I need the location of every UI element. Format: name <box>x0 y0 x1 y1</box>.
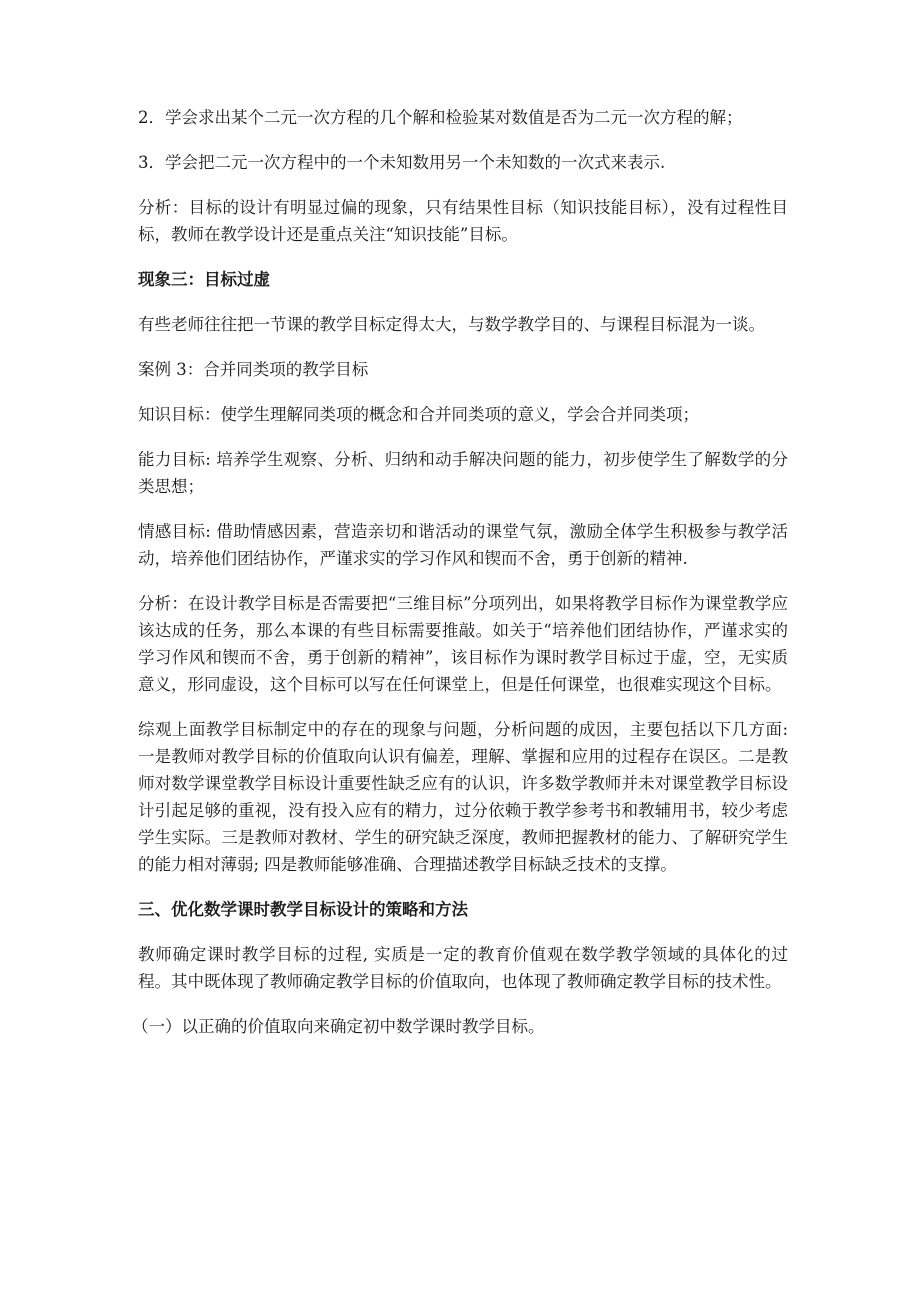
document-body <box>132 104 788 1058</box>
paragraph-analysis-1: 分析：目标的设计有明显过偏的现象，只有结果性目标（知识技能目标），没有过程性目标，教师在教学设计还是重点关注“知识技能”目标。 <box>138 198 788 244</box>
paragraph-subsection-1: （一）以正确的价值取向来确定初中数学课时教学目标。 <box>132 1017 545 1036</box>
paragraph-knowledge-goal: 知识目标：使学生理解同类项的概念和合并同类项的意义，学会合并同类项； <box>138 405 699 424</box>
paragraph-ability-goal: 能力目标: 培养学生观察、分析、归纳和动手解决问题的能力，初步使学生了解数学的分类思想； <box>138 450 788 496</box>
heading-section-3: 三、优化数学课时教学目标设计的策略和方法 <box>138 900 468 919</box>
paragraph-analysis-2: 分析：在设计教学目标是否需要把“三维目标”分项列出，如果将教学目标作为课堂教学应该达成的任务，那么本课的有些目标需要推敲。如关于“培养他们团结协作，严谨求实的学习作风和锲而不舍，勇于创新的精神”，该目标作为课时教学目标过于虚，空，无实质意义，形同虚设，这个目标可以写在任何课堂上，但是任何课堂，也很难实现这个目标。 <box>138 594 788 694</box>
paragraph-section-3-intro: 教师确定课时教学目标的过程, 实质是一定的教育价值观在数学教学领域的具体化的过程。其中既体现了教师确定教学目标的价值取向，也体现了教师确定教学目标的技术性。 <box>138 945 788 991</box>
paragraph-goal-2: 2．学会求出某个二元一次方程的几个解和检验某对数值是否为二元一次方程的解； <box>138 108 743 127</box>
paragraph-summary: 综观上面教学目标制定中的存在的现象与问题，分析问题的成因，主要包括以下几方面: 一是教师对教学目标的价值取向认识有偏差，理解、掌握和应用的过程存在误区。二是教师对数学课堂教学目标设计重要性缺乏应有的认识，许多数学教师并未对课堂教学目标设计引起足够的重视，没有投入应有的精力，过分依赖于教学参考书和教辅用书，较少考虑学生实际。三是教师对教材、学生的研究缺乏深度，教师把握教材的能力、了解研究学生的能力相对薄弱; 四是教师能够准确、合理描述教学目标缺乏技术的支撑。 <box>138 720 788 874</box>
heading-phenomenon-3: 现象三：目标过虚 <box>138 270 270 289</box>
paragraph-emotion-goal: 情感目标: 借助情感因素，营造亲切和谐活动的课堂气氛，激励全体学生积极参与教学活动，培养他们团结协作，严谨求实的学习作风和锲而不舍，勇于创新的精神. <box>138 522 788 568</box>
paragraph-case-3: 案例 3：合并同类项的教学目标 <box>138 360 369 379</box>
paragraph-goal-3: 3．学会把二元一次方程中的一个未知数用另一个未知数的一次式来表示. <box>138 153 666 172</box>
paragraph-intro-phenomenon-3: 有些老师往往把一节课的教学目标定得太大，与数学教学目的、与课程目标混为一谈。 <box>138 315 765 334</box>
